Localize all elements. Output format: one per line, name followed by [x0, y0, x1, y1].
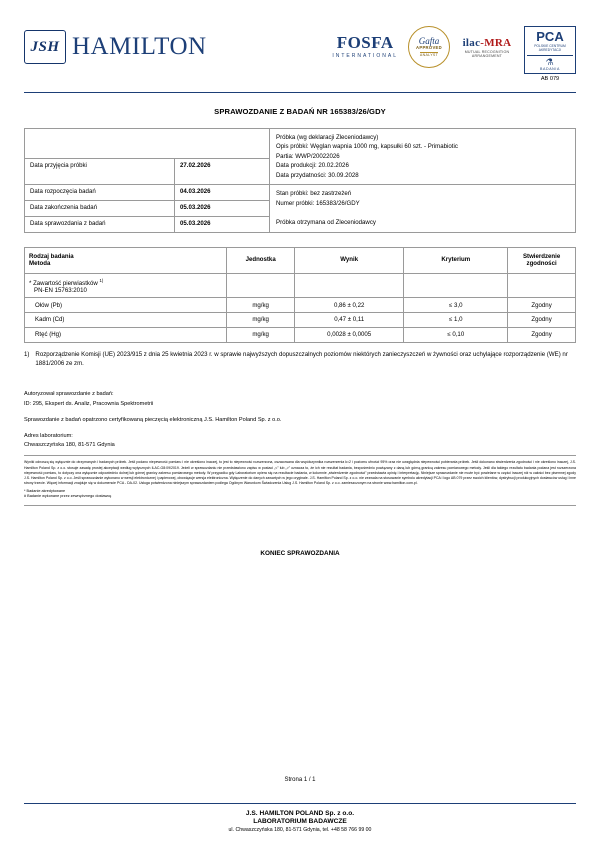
group-name — [29, 278, 222, 287]
ilac-text: ilac — [462, 36, 481, 49]
table-row — [25, 327, 576, 342]
auth-seal-note: Sprawozdanie z badań opatrzono certyfikowaną pieczęcią elektroniczną J.S. Hamilton Poland Sp. z o.o. — [24, 416, 282, 423]
authorization-block — [24, 390, 576, 450]
legend-subcontracted: # Badanie wykonane przez zewnętrznego dostawcę — [24, 494, 112, 499]
legend-accredited: * Badanie akredytowane — [24, 488, 66, 493]
sample-heading: Próbka (wg deklaracji Zleceniodawcy) — [276, 134, 379, 141]
date-label: Data rozpoczęcia badań — [25, 185, 175, 201]
col-method-line2: Metoda — [29, 260, 51, 268]
sample-number: Numer próbki: 165383/26/GDY — [276, 199, 360, 207]
flask-icon: ⚗ — [545, 57, 555, 68]
legend-divider — [24, 505, 576, 506]
end-of-report: KONIEC SPRAWOZDANIA — [260, 550, 340, 558]
pca-box — [524, 26, 576, 74]
col-criterion: Kryterium — [404, 247, 508, 274]
footer-address: ul. Chwaszczyńska 180, 81-571 Gdynia, tel. +48 58 766 99 00 — [228, 827, 372, 833]
col-conformity-line1: Stwierdzenie — [522, 252, 561, 260]
empty-cell — [25, 129, 270, 159]
lab-address-value: Chwaszczyńska 180, 81-571 Gdynia — [24, 442, 115, 449]
gafta-seal-icon — [408, 26, 450, 68]
sample-declaration-cell — [270, 129, 576, 185]
page-number: Strona 1 / 1 — [284, 777, 316, 783]
gafta-approved: APPROVED — [416, 45, 442, 51]
table-header-row — [25, 247, 576, 274]
footer-department: LABORATORIUM BADAWCZE — [253, 818, 347, 825]
col-conformity — [508, 247, 576, 274]
results-table-body — [25, 274, 576, 342]
ilac-mra-text: -MRA — [480, 36, 512, 49]
col-unit: Jednostka — [227, 247, 295, 274]
certification-logos — [332, 22, 576, 82]
date-value: 05.03.2026 — [175, 216, 270, 232]
analyte-conformity: Zgodny — [508, 327, 576, 342]
col-conformity-line2: zgodności — [526, 260, 557, 268]
gafta-analyst: ANALYST — [419, 52, 439, 57]
footnote — [24, 350, 576, 369]
table-row — [25, 129, 576, 159]
ilac-wordmark — [463, 37, 512, 49]
table-row — [25, 298, 576, 313]
group-name-text: * Zawartość pierwiastków — [29, 279, 100, 287]
pca-scope — [527, 55, 573, 71]
col-method-line1: Rodzaj badania — [29, 252, 74, 260]
analyte-conformity: Zgodny — [508, 312, 576, 327]
fosfa-logo — [332, 26, 398, 59]
analyte-name: Rtęć (Hg) — [25, 327, 227, 342]
analyte-result: 0,86 ± 0,22 — [295, 298, 404, 313]
pca-title: PCA — [536, 29, 564, 44]
ilac-mra-logo — [460, 26, 514, 68]
col-result: Wynik — [295, 247, 404, 274]
results-table — [24, 247, 576, 343]
date-label: Data zakończenia badań — [25, 200, 175, 216]
sample-info-table — [24, 128, 576, 233]
date-label: Data sprawozdania z badań — [25, 216, 175, 232]
legend-block — [24, 489, 576, 500]
page-title: SPRAWOZDANIE Z BADAŃ NR 165383/26/GDY — [214, 107, 386, 116]
sample-received: Próbka otrzymana od Zleceniodawcy — [276, 219, 376, 227]
sample-description: Opis próbki: Węglan wapnia 1000 mg, kapsułki 60 szt. - Primabiotic — [276, 143, 458, 151]
analyte-criterion: ≤ 3,0 — [404, 298, 508, 313]
lab-address-label: Adres laboratorium: — [24, 433, 73, 440]
fosfa-title: FOSFA — [336, 33, 394, 52]
document-header — [24, 22, 576, 86]
analyte-criterion: ≤ 1,0 — [404, 312, 508, 327]
status-spacer — [276, 208, 569, 218]
group-norm: PN-EN 15763:2010 — [34, 286, 87, 294]
results-table-head — [25, 247, 576, 274]
gafta-logo — [408, 26, 450, 68]
analyte-result: 0,0028 ± 0,0005 — [295, 327, 404, 342]
auth-spacer — [24, 409, 576, 416]
accreditation-number: AB 079 — [540, 76, 560, 83]
ilac-subtitle: MUTUAL RECOGNITION ARRANGEMENT — [464, 49, 510, 58]
table-row — [25, 185, 576, 201]
analyte-name: Kadm (Cd) — [25, 312, 227, 327]
analyte-result: 0,47 ± 0,11 — [295, 312, 404, 327]
sample-state: Stan próbki: bez zastrzeżeń — [276, 190, 352, 198]
header-divider — [24, 92, 576, 93]
col-method — [25, 247, 227, 274]
sample-batch: Partia: WWP/20022026 — [276, 152, 340, 160]
date-value: 05.03.2026 — [175, 200, 270, 216]
pca-accreditation-logo — [524, 26, 576, 82]
sample-production-date: Data produkcji: 20.02.2026 — [276, 162, 349, 170]
analyte-name: Ołów (Pb) — [25, 298, 227, 313]
fineprint-paragraph: Wyniki odnoszą się wyłącznie do otrzymanych i badanych próbek. Jeśli podano niepewność pomiaru i nie określono inaczej, to jest to niepewność rozszerzona, oszacowana dla współczynnika rozszerzenia k=2 i poziomu ufności 95% oraz nie uwzględnia niepewności pobierania próbek. Jeśli dokonano stwierdzenia zgodności i nie określono inaczej, J.S. Hamilton Poland Sp. z o.o. stosuje zasadę prostej akceptacji według wytycznych ILAC-G8:09/2019. Jeżeli w sprawozdaniu nie przedstawiono zapisu w postaci „<" lub „>" oznacza to, że ich nie rezultat badania, bezpośrednio powiązany z daną lub górną granicą zakresu pomiarowego metody. Jeśli dla takiego rezultatu badania podana jest rozszerzona niepewność pomiaru, to dotyczy ona wyłącznie odpowiednio dolnej lub górnej granicy zakresu pomiarowego metody. W przypadku gdy Laboratorium opiera się na rezultacie badania, w kolumnie „stwierdzenie zgodności" przedstawia opinię i interpretację. Niniejsze sprawozdanie nie może być powielane w części inaczej niż w całości bez pisemnej zgody J.S. Hamilton Poland Sp. z o.o. Jeśli sprawozdanie wykonano w wersji elektronicznej i papierowej, obowiązuje wersja elektroniczna. Wyłączenie do danych zawartych w jego oryginale. J.S. Hamilton Poland Sp. z o.o. nie zezwala na stosowanie symbolu akredytacji PCA i logo AB 079 przez swoich klientów, dystrybucji produkcyjnych dostawców usług i inne strony trzecie. Więcej informacji znajduje się w dokumencie PCA - DA-02. Usługa potwierdzona niniejszym sprawozdaniem podlega Ogólnym Warunkom Świadczenia Usług J.S. Hamilton Poland Sp. z o.o. zamieszczonym na stronie www.hamilton.com.pl. — [24, 460, 576, 485]
fineprint-divider — [24, 455, 576, 456]
sample-status-cell — [270, 185, 576, 232]
empty-cell — [227, 274, 295, 298]
analyte-conformity: Zgodny — [508, 298, 576, 313]
sample-expiry-date: Data przydatności: 30.09.2028 — [276, 171, 359, 179]
table-row-group-header — [25, 274, 576, 298]
footer-divider — [24, 803, 576, 804]
auth-line-2: ID: 295, Ekspert ds. Analiz, Pracownia Spektrometrii — [24, 400, 154, 407]
group-footnote-marker: 1) — [99, 277, 104, 283]
empty-cell — [508, 274, 576, 298]
brand-name: HAMILTON — [72, 33, 207, 60]
analyte-unit: mg/kg — [227, 312, 295, 327]
fosfa-subtitle: INTERNATIONAL — [332, 53, 398, 59]
group-method-cell — [25, 274, 227, 298]
date-label: Data przyjęcia próbki — [25, 159, 175, 185]
gafta-name: Gafta — [418, 35, 440, 46]
analyte-criterion: ≤ 0,10 — [404, 327, 508, 342]
footnote-text: Rozporządzenie Komisji (UE) 2023/915 z dnia 25 kwietnia 2023 r. w sprawie najwyższych dopuszczalnych poziomów niektórych zanieczyszczeń w żywności oraz uchylające rozporządzenie (WE) nr 1881/2006 ze zm. — [35, 350, 568, 367]
fineprint-block — [24, 460, 576, 485]
date-value: 04.03.2026 — [175, 185, 270, 201]
analyte-unit: mg/kg — [227, 298, 295, 313]
pca-subtitle: POLSKIE CENTRUM AKREDYTACJI — [534, 44, 566, 53]
empty-cell — [295, 274, 404, 298]
brand-logo — [24, 22, 207, 64]
document-footer — [24, 800, 576, 833]
date-value: 27.02.2026 — [175, 159, 270, 185]
analyte-unit: mg/kg — [227, 327, 295, 342]
pca-scope-label: BADANIA — [540, 67, 560, 72]
table-row — [25, 312, 576, 327]
auth-spacer-2 — [24, 425, 576, 432]
auth-line-1: Autoryzował sprawozdanie z badań: — [24, 391, 114, 398]
footnote-marker: 1) — [24, 350, 30, 358]
footer-company: J.S. HAMILTON POLAND Sp. z o.o. — [245, 810, 355, 817]
jsh-monogram-icon: JSH — [24, 30, 66, 64]
empty-cell — [404, 274, 508, 298]
